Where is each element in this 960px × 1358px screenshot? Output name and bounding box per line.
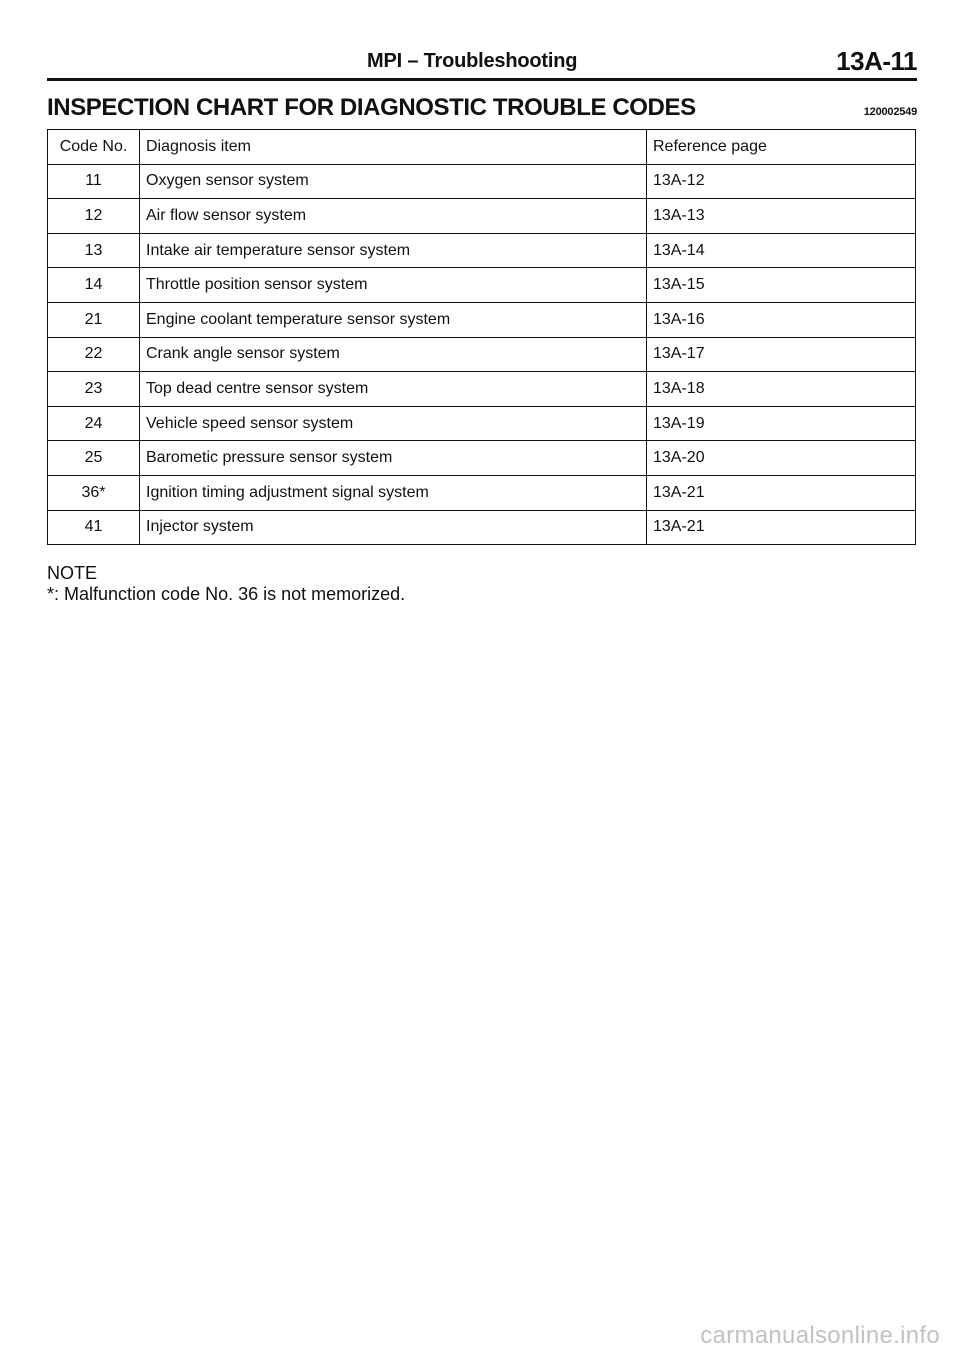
table-row — [48, 233, 916, 268]
reference-cell: 13A-15 — [647, 268, 916, 303]
document-id: 120002549 — [863, 106, 917, 118]
table-row — [48, 164, 916, 199]
code-cell: 22 — [48, 337, 140, 372]
diagnosis-cell: Air flow sensor system — [140, 199, 647, 234]
table-row — [48, 441, 916, 476]
diagnosis-cell: Injector system — [140, 510, 647, 545]
table-row — [48, 406, 916, 441]
code-cell: 36* — [48, 475, 140, 510]
reference-cell: 13A-18 — [647, 372, 916, 407]
chart-title: INSPECTION CHART FOR DIAGNOSTIC TROUBLE CODES — [47, 94, 696, 121]
diagnosis-cell: Ignition timing adjustment signal system — [140, 475, 647, 510]
reference-cell: 13A-17 — [647, 337, 916, 372]
reference-cell: 13A-16 — [647, 302, 916, 337]
note-block — [47, 563, 405, 605]
table-row — [48, 302, 916, 337]
page-number: 13A-11 — [836, 46, 917, 76]
table-header-row — [48, 130, 916, 165]
code-cell: 41 — [48, 510, 140, 545]
section-title: MPI – Troubleshooting — [367, 50, 578, 72]
column-header-diagnosis: Diagnosis item — [140, 130, 647, 165]
diagnosis-cell: Top dead centre sensor system — [140, 372, 647, 407]
reference-cell: 13A-14 — [647, 233, 916, 268]
table-row — [48, 268, 916, 303]
note-heading: NOTE — [47, 563, 98, 583]
column-header-reference: Reference page — [647, 130, 916, 165]
table-row — [48, 510, 916, 545]
code-cell: 21 — [48, 302, 140, 337]
page-header — [47, 46, 917, 81]
code-cell: 23 — [48, 372, 140, 407]
table-row — [48, 199, 916, 234]
code-cell: 24 — [48, 406, 140, 441]
table-row — [48, 372, 916, 407]
reference-cell: 13A-21 — [647, 510, 916, 545]
reference-cell: 13A-13 — [647, 199, 916, 234]
diagnosis-cell: Barometic pressure sensor system — [140, 441, 647, 476]
code-cell: 11 — [48, 164, 140, 199]
reference-cell: 13A-21 — [647, 475, 916, 510]
diagnosis-cell: Crank angle sensor system — [140, 337, 647, 372]
code-cell: 14 — [48, 268, 140, 303]
code-cell: 25 — [48, 441, 140, 476]
reference-cell: 13A-12 — [647, 164, 916, 199]
diagnosis-cell: Throttle position sensor system — [140, 268, 647, 303]
table-row — [48, 337, 916, 372]
diagnosis-cell: Oxygen sensor system — [140, 164, 647, 199]
watermark: carmanualsonline.info — [700, 1322, 940, 1349]
diagnosis-cell: Engine coolant temperature sensor system — [140, 302, 647, 337]
table-row — [48, 475, 916, 510]
diagnosis-cell: Intake air temperature sensor system — [140, 233, 647, 268]
note-text: *: Malfunction code No. 36 is not memorized. — [47, 584, 406, 604]
trouble-code-table — [47, 129, 916, 545]
diagnosis-cell: Vehicle speed sensor system — [140, 406, 647, 441]
reference-cell: 13A-19 — [647, 406, 916, 441]
column-header-code: Code No. — [48, 130, 140, 165]
code-cell: 13 — [48, 233, 140, 268]
code-cell: 12 — [48, 199, 140, 234]
reference-cell: 13A-20 — [647, 441, 916, 476]
